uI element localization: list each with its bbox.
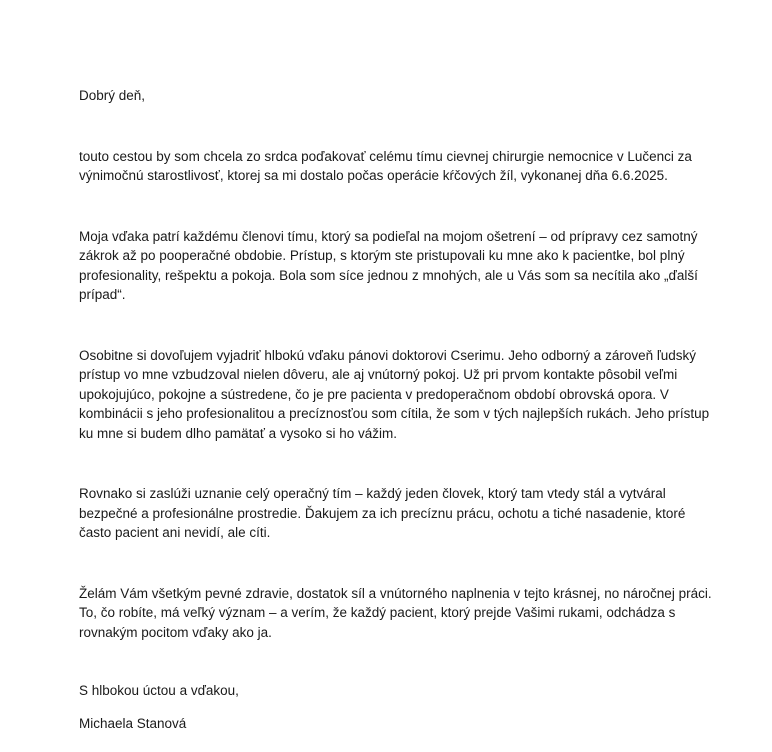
greeting: Dobrý deň, (79, 88, 146, 103)
closing: S hlbokou úctou a vďakou, (79, 683, 239, 698)
paragraph-thanks: touto cestou by som chcela zo srdca poďakovať celému tímu cievnej chirurgie nemocnice v Lučenci za výnimočnú starostlivosť, ktorej sa mi dostalo počas operácie kŕčových žíl, vykonanej dňa 6.6.2025. (79, 148, 692, 183)
paragraph-doctor: Osobitne si dovoľujem vyjadriť hlbokú vďaku pánovi doktorovi Cserimu. Jeho odborný a zároveň ľudský prístup vo mne vzbudzoval nielen dôveru, ale aj vnútorný pokoj. Už pri prvom kontakte pôsobil veľmi upokojujúco, pokojne a sústredene, čo je pre pacienta v predoperačnom období obrovská opora. V kombinácii s jeho profesionalitou a precíznosťou som cítila, že som v tých najlepších rukách. Jeho prístup ku mne si budem dlho pamätať a vysoko si ho vážim. (79, 347, 710, 441)
signature: Michaela Stanová (79, 715, 187, 731)
paragraph-operating-team: Rovnako si zaslúži uznanie celý operačný tím – každý jeden človek, ktorý tam vtedy stál a vytváral bezpečné a profesionálne prostredie. Ďakujem za ich precíznu prácu, ochotu a tiché nasadenie, ktoré často pacient ani nevidí, ale cíti. (79, 486, 686, 540)
paragraph-team: Moja vďaka patrí každému členovi tímu, ktorý sa podieľal na mojom ošetrení – od prípravy cez samotný zákrok až po pooperačné obdobie. Prístup, s ktorým ste pristupovali ku mne ako k pacientke, bol plný profesionality, rešpektu a pokoja. Bola som síce jednou z mnohých, ale u Vás som sa necítila ako „ďalší prípad“. (79, 228, 698, 302)
letter-body (79, 86, 719, 733)
paragraph-wishes: Želám Vám všetkým pevné zdravie, dostatok síl a vnútorného naplnenia v tejto krásnej, no náročnej práci. To, čo robíte, má veľký význam – a verím, že každý pacient, ktorý prejde Vašimi rukami, odchádza s rovnakým pocitom vďaky ako ja. (79, 585, 712, 640)
